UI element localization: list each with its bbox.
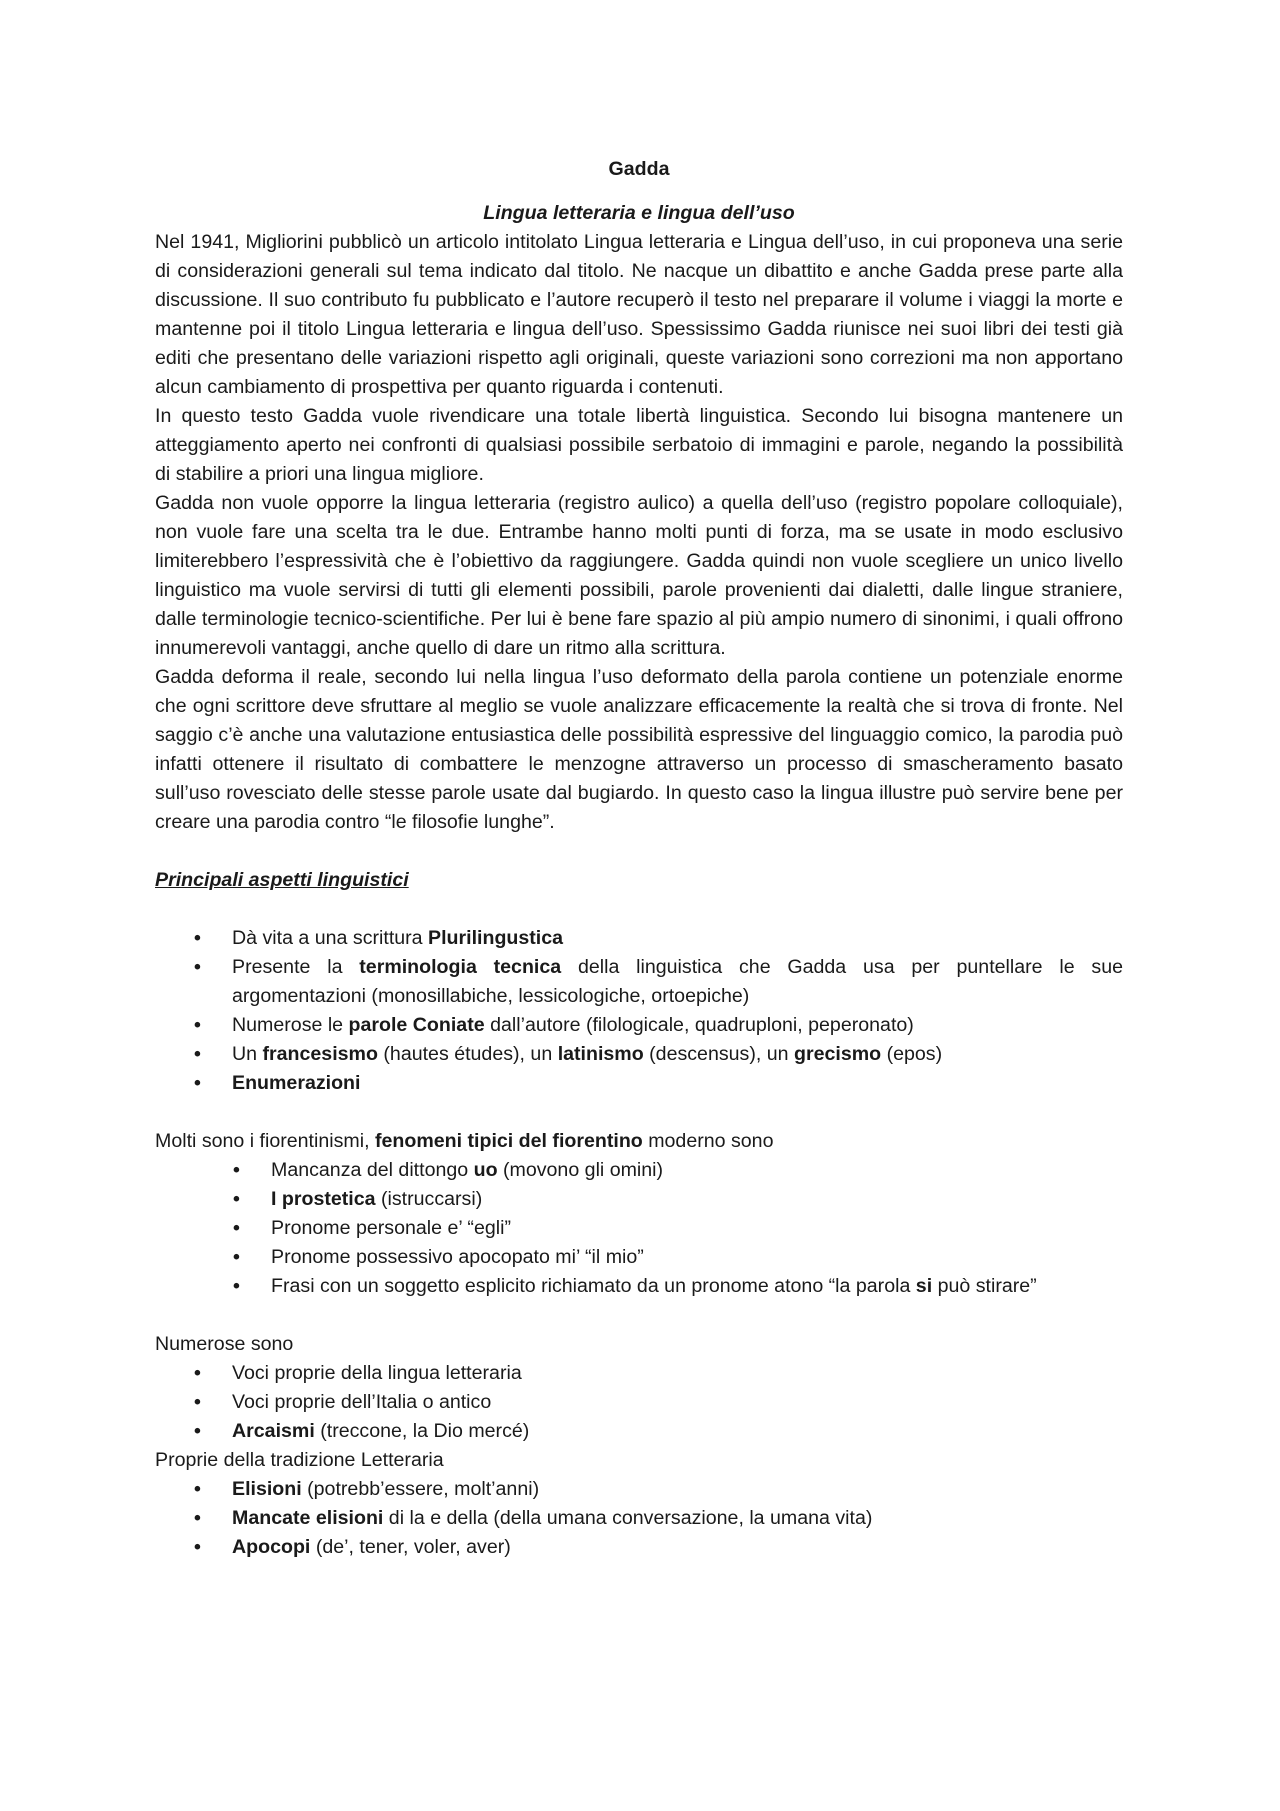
list-item: • Enumerazioni <box>155 1069 1123 1098</box>
spacer <box>155 1098 1123 1127</box>
spacer <box>155 837 1123 866</box>
paragraph-1: Nel 1941, Migliorini pubblicò un articolo intitolato Lingua letteraria e Lingua dell’uso, in cui proponeva una serie di considerazioni generali sul tema indicato dal titolo. Ne nacque un dibattito e anche Gadda prese parte alla discussione. Il suo contributo fu pubblicato e l’autore recuperò il testo nel preparare il volume i viaggi la morte e mantenne poi il titolo Lingua letteraria e lingua dell’uso. Spessissimo Gadda riunisce nei suoi libri dei testi già editi che presentano delle variazioni rispetto agli originali, queste variazioni sono correzioni ma non apportano alcun cambiamento di prospettiva per quanto riguarda i contenuti. <box>155 231 1123 398</box>
list-item: • I prostetica (istruccarsi) <box>155 1185 1123 1214</box>
spacer <box>155 1301 1123 1330</box>
list-item: • Mancanza del dittongo uo (movono gli omini) <box>155 1156 1123 1185</box>
list-item: • Presente la terminologia tecnica della linguistica che Gadda usa per puntellare le sue argomentazioni (monosillabiche, lessicologiche, ortoepiche) <box>155 953 1123 1011</box>
list-item: • Elisioni (potrebb’essere, molt’anni) <box>155 1475 1123 1504</box>
document-title: Gadda <box>608 158 670 180</box>
list-item: • Pronome personale e’ “egli” <box>155 1214 1123 1243</box>
aspects-list <box>155 924 1123 1098</box>
paragraph-4: Gadda deforma il reale, secondo lui nella lingua l’uso deformato della parola contiene un potenziale enorme che ogni scrittore deve sfruttare al meglio se vuole analizzare efficacemente la realtà che si trova di fronte. Nel saggio c’è anche una valutazione entusiastica delle possibilità espressive del linguaggio comico, la parodia può infatti ottenere il risultato di combattere le menzogne attraverso un processo di smascheramento basato sull’uso rovesciato delle stesse parole usate dal bugiardo. In questo caso la lingua illustre può servire bene per creare una parodia contro “le filosofie lunghe”. <box>155 666 1123 833</box>
list-item: • Frasi con un soggetto esplicito richiamato da un pronome atono “la parola si può stirare” <box>155 1272 1123 1301</box>
fiorentinismi-intro: Molti sono i fiorentinismi, fenomeni tipici del fiorentino moderno sono <box>155 1130 774 1152</box>
list-item: • Arcaismi (treccone, la Dio mercé) <box>155 1417 1123 1446</box>
document-subtitle: Lingua letteraria e lingua dell’uso <box>483 202 795 224</box>
paragraph-2: In questo testo Gadda vuole rivendicare una totale libertà linguistica. Secondo lui bisogna mantenere un atteggiamento aperto nei confronti di qualsiasi possibile serbatoio di immagini e parole, negando la possibilità di stabilire a priori una lingua migliore. <box>155 405 1123 485</box>
spacer <box>155 895 1123 924</box>
list-item: • Un francesismo (hautes études), un latinismo (descensus), un grecismo (epos) <box>155 1040 1123 1069</box>
section-heading: Principali aspetti linguistici <box>155 869 409 891</box>
numerose-intro: Numerose sono <box>155 1333 294 1355</box>
list-item: • Voci proprie della lingua letteraria <box>155 1359 1123 1388</box>
list-item: • Apocopi (de’, tener, voler, aver) <box>155 1533 1123 1562</box>
tradizione-intro: Proprie della tradizione Letteraria <box>155 1449 444 1471</box>
document-content <box>155 155 1123 1562</box>
list-item: • Pronome possessivo apocopato mi’ “il mio” <box>155 1243 1123 1272</box>
list-item: • Dà vita a una scrittura Plurilingustica <box>155 924 1123 953</box>
list-item: • Voci proprie dell’Italia o antico <box>155 1388 1123 1417</box>
list-item: • Numerose le parole Coniate dall’autore (filologicale, quadruploni, peperonato) <box>155 1011 1123 1040</box>
fiorentinismi-list <box>155 1156 1123 1301</box>
paragraph-3: Gadda non vuole opporre la lingua letteraria (registro aulico) a quella dell’uso (registro popolare colloquiale), non vuole fare una scelta tra le due. Entrambe hanno molti punti di forza, ma se usate in modo esclusivo limiterebbero l’espressività che è l’obiettivo da raggiungere. Gadda quindi non vuole scegliere un unico livello linguistico ma vuole servirsi di tutti gli elementi possibili, parole provenienti dai dialetti, dalle lingue straniere, dalle terminologie tecnico-scientifiche. Per lui è bene fare spazio al più ampio numero di sinonimi, i quali offrono innumerevoli vantaggi, anche quello di dare un ritmo alla scrittura. <box>155 492 1123 659</box>
numerose-list <box>155 1359 1123 1446</box>
list-item: • Mancate elisioni di la e della (della umana conversazione, la umana vita) <box>155 1504 1123 1533</box>
tradizione-list <box>155 1475 1123 1562</box>
